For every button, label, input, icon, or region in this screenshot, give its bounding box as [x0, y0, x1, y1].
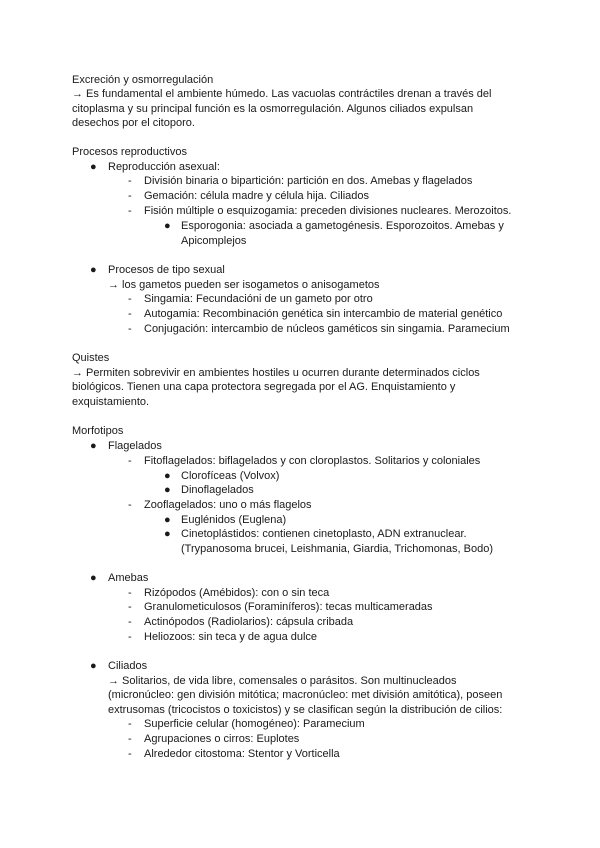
dash-icon: -	[128, 587, 132, 599]
list-item: Zooflagelados: uno o más flagelos	[144, 499, 312, 511]
list-item: Gemación: célula madre y célula hija. Ciliados	[144, 190, 369, 202]
list-item: Euglénidos (Euglena)	[181, 514, 287, 526]
list-item: Granulometiculosos (Foraminíferos): tecas multicameradas	[144, 601, 433, 613]
dash-icon: -	[128, 205, 132, 217]
dash-icon: -	[128, 455, 132, 467]
paragraph-line: desechos por el citoporo.	[72, 117, 195, 129]
list-item: Rizópodos (Amébidos): con o sin teca	[144, 587, 330, 599]
list-item: Esporogonia: asociada a gametogénesis. Esporozoitos. Amebas y	[181, 220, 504, 232]
paragraph-line: → Permiten sobrevivir en ambientes hostiles u ocurren durante determinados ciclos	[72, 367, 480, 379]
list-item: Conjugación: intercambio de núcleos gaméticos sin singamia. Paramecium	[144, 323, 510, 335]
paragraph-line: citoplasma y su principal función es la osmorregulación. Algunos ciliados expulsan	[72, 103, 474, 115]
list-item-continuation: (Trypanosoma brucei, Leishmania, Giardia, Trichomonas, Bodo)	[181, 543, 494, 555]
dash-icon: -	[128, 308, 132, 320]
bullet-icon: ●	[90, 660, 97, 672]
bullet-icon: ●	[90, 161, 97, 173]
bullet-icon: ●	[164, 220, 171, 232]
paragraph-line: exquistamiento.	[72, 396, 150, 408]
list-item: División binaria o bipartición: partición en dos. Amebas y flagelados	[144, 175, 473, 187]
dash-icon: -	[128, 733, 132, 745]
list-item: Singamia: Fecundacióni de un gameto por otro	[144, 293, 373, 305]
bullet-icon: ●	[90, 440, 97, 452]
section-heading-excrecion: Excreción y osmorregulación	[72, 74, 214, 86]
section-heading-quistes: Quistes	[72, 352, 110, 364]
list-item: Fitoflagelados: biflagelados y con cloroplastos. Solitarios y coloniales	[144, 455, 481, 467]
list-item: Superficie celular (homogéneo): Paramecium	[144, 718, 365, 730]
list-item-note: extrusomas (tricocistos o toxicistos) y se clasifican según la distribución de cilios:	[108, 704, 503, 716]
list-item-note: → Solitarios, de vida libre, comensales o parásitos. Son multinucleados	[108, 675, 457, 687]
list-item-label: Amebas	[108, 572, 149, 584]
list-item-continuation: Apicomplejos	[181, 235, 247, 247]
dash-icon: -	[128, 616, 132, 628]
list-item: Heliozoos: sin teca y de agua dulce	[144, 631, 318, 643]
list-item-label: Flagelados	[108, 440, 162, 452]
dash-icon: -	[128, 293, 132, 305]
list-item-label: Procesos de tipo sexual	[108, 264, 225, 276]
list-item: Dinoflagelados	[181, 484, 254, 496]
bullet-icon: ●	[90, 572, 97, 584]
list-item: Actinópodos (Radiolarios): cápsula cribada	[144, 616, 354, 628]
bullet-icon: ●	[164, 484, 171, 496]
list-item: Fisión múltiple o esquizogamia: preceden divisiones nucleares. Merozoitos.	[144, 205, 512, 217]
dash-icon: -	[128, 190, 132, 202]
bullet-icon: ●	[164, 528, 171, 540]
list-item: Agrupaciones o cirros: Euplotes	[144, 733, 300, 745]
dash-icon: -	[128, 748, 132, 760]
list-item: Clorofíceas (Volvox)	[181, 470, 280, 482]
section-heading-reproductivos: Procesos reproductivos	[72, 146, 187, 158]
paragraph-line: biológicos. Tienen una capa protectora segregada por el AG. Enquistamiento y	[72, 381, 456, 393]
dash-icon: -	[128, 718, 132, 730]
section-heading-morfotipos: Morfotipos	[72, 425, 124, 437]
bullet-icon: ●	[164, 470, 171, 482]
dash-icon: -	[128, 323, 132, 335]
list-item: Alrededor citostoma: Stentor y Vorticella	[144, 748, 340, 760]
dash-icon: -	[128, 499, 132, 511]
paragraph-line: → Es fundamental el ambiente húmedo. Las vacuolas contráctiles drenan a través del	[72, 88, 492, 100]
list-item: Autogamia: Recombinación genética sin intercambio de material genético	[144, 308, 503, 320]
list-item-label: Ciliados	[108, 660, 148, 672]
dash-icon: -	[128, 175, 132, 187]
list-item-note: → los gametos pueden ser isogametos o anisogametos	[108, 279, 380, 291]
bullet-icon: ●	[90, 264, 97, 276]
bullet-icon: ●	[164, 514, 171, 526]
list-item-note: (micronúcleo: gen división mitótica; macronúcleo: met división amitótica), poseen	[108, 689, 503, 701]
dash-icon: -	[128, 601, 132, 613]
list-item: Cinetoplástidos: contienen cinetoplasto, ADN extranuclear.	[181, 528, 467, 540]
list-item-label: Reproducción asexual:	[108, 161, 220, 173]
dash-icon: -	[128, 631, 132, 643]
